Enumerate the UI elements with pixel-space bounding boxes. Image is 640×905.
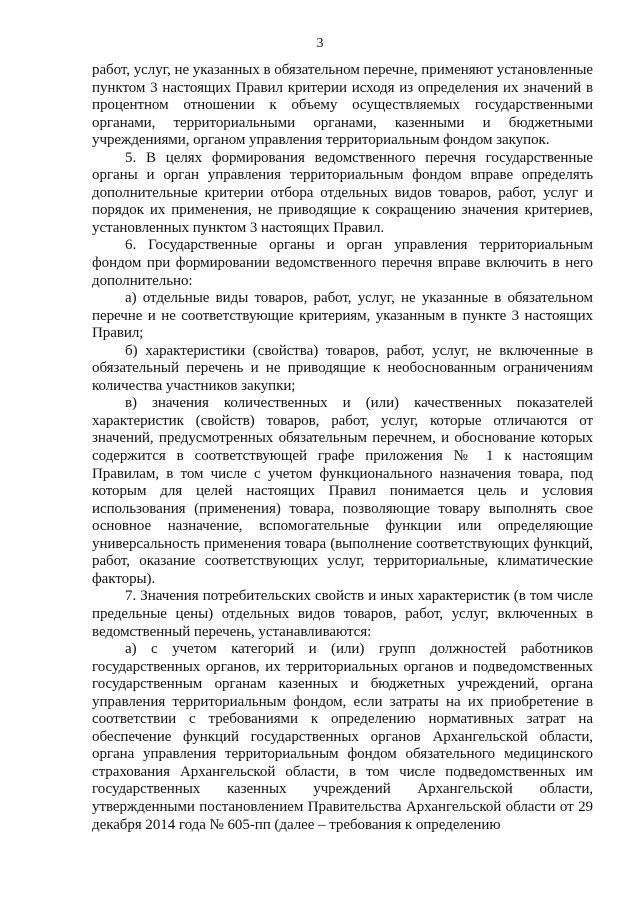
paragraph-item-5: 5. В целях формирования ведомственного перечня государственные органы и орган управления территориальным фондом вправе определять дополнительные критерии отбора отдельных видов товаров, работ, услуг и порядок их применения, не приводящие к сокращению значения критериев, установленных пунктом 3 настоящих Правил.: [92, 149, 593, 236]
document-body: [92, 62, 593, 834]
paragraph-item-6v: в) значения количественных и (или) качественных показателей характеристик (свойств) товаров, работ, услуг, которые отличаются от значений, предусмотренных обязательным перечнем, и обоснование которых содержится в соответствующей графе приложения № 1 к настоящим Правилам, в том числе с учетом функционального назначения товара, под которым для целей настоящих Правил понимается цель и условия использования (применения) товара, позволяющие товару выполнять свое основное назначение, вспомогательные функции или определяющие универсальность применения товара (выполнение соответствующих функций, работ, оказание соответствующих услуг, территориальные, климатические факторы).: [92, 395, 593, 587]
paragraph-item-6a: а) отдельные виды товаров, работ, услуг, не указанные в обязательном перечне и не соответствующие критериям, указанным в пункте 3 настоящих Правил;: [92, 290, 593, 342]
paragraph-item-7: 7. Значения потребительских свойств и иных характеристик (в том числе предельные цены) отдельных видов товаров, работ, услуг, включенных в ведомственный перечень, устанавливаются:: [92, 588, 593, 640]
paragraph-continuation: работ, услуг, не указанных в обязательном перечне, применяют установленные пунктом 3 настоящих Правил критерии исходя из определения их значений в процентном отношении к объему осуществляемых государственными органами, территориальными органами, казенными и бюджетными учреждениями, органом управления территориальным фондом закупок.: [92, 62, 593, 149]
page-number: 3: [316, 36, 324, 51]
paragraph-item-6: 6. Государственные органы и орган управления территориальным фондом при формировании ведомственного перечня вправе включить в него дополнительно:: [92, 237, 593, 289]
paragraph-item-7a: а) с учетом категорий и (или) групп должностей работников государственных органов, их территориальных органов и подведомственных государственным органам казенных и бюджетных учреждений, органа управления территориальным фондом, если затраты на их приобретение в соответствии с требованиями к определению нормативных затрат на обеспечение функций государственных органов Архангельской области, органа управления территориальным фондом обязательного медицинского страхования Архангельской области, в том числе подведомственных им государственных казенных учреждений Архангельской области, утвержденными постановлением Правительства Архангельской области от 29 декабря 2014 года № 605-пп (далее – требования к определению: [92, 641, 593, 833]
paragraph-item-6b: б) характеристики (свойства) товаров, работ, услуг, не включенные в обязательный перечень и не приводящие к необоснованным ограничениям количества участников закупки;: [92, 342, 593, 394]
